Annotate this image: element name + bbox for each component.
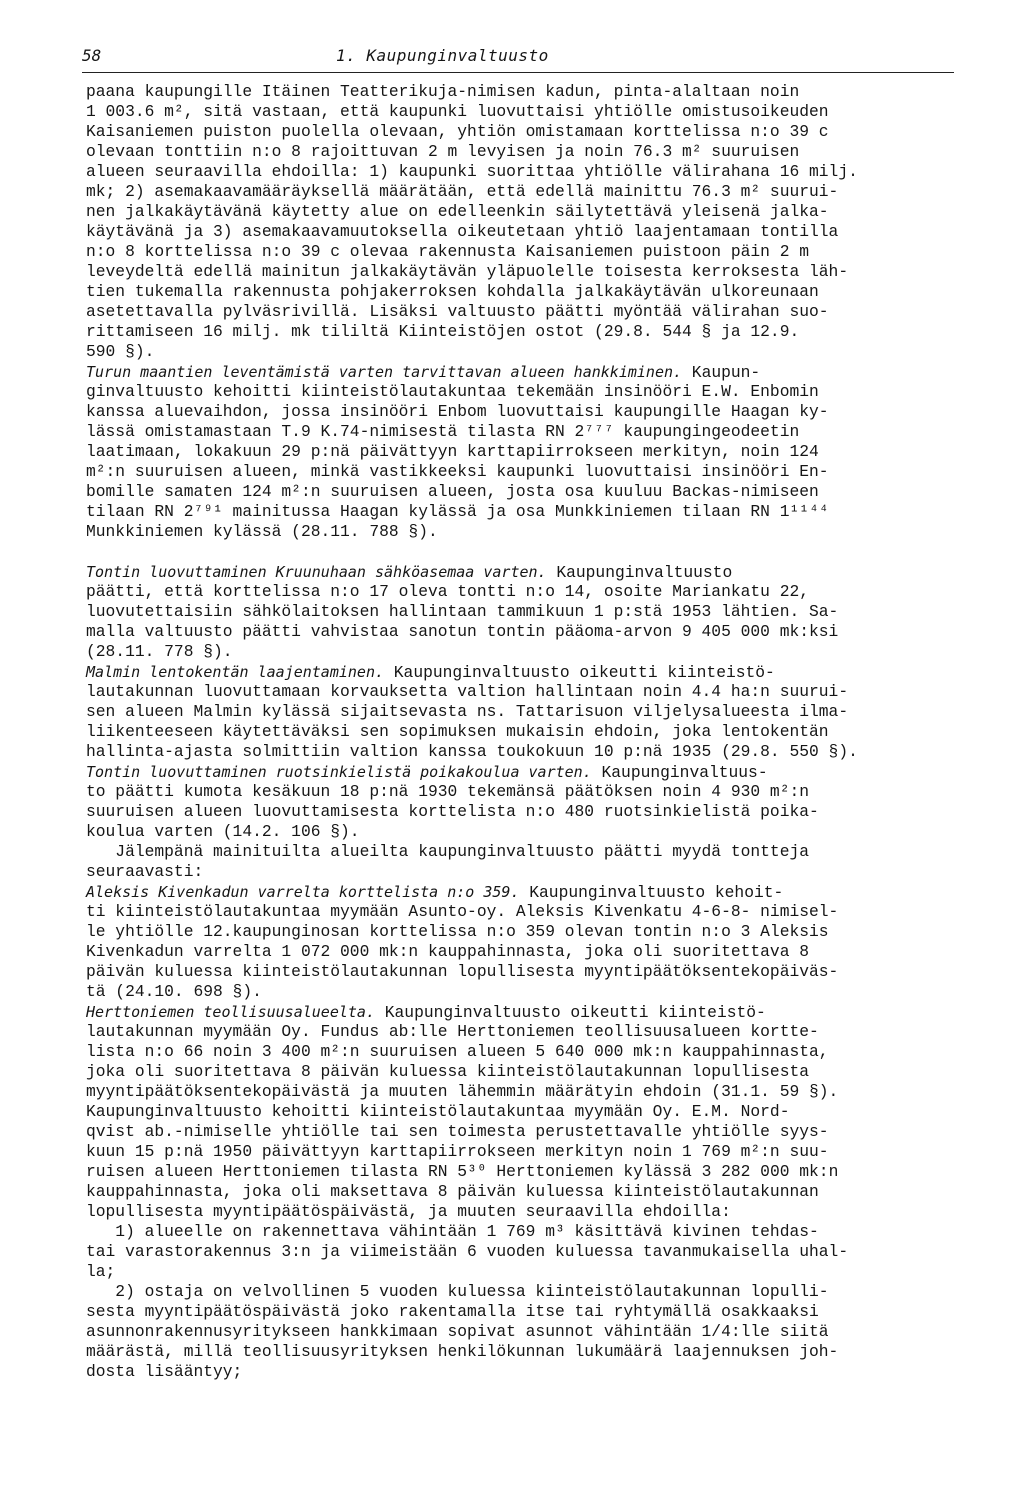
section-heading-line [86,362,966,382]
line-text: päätti, että korttelissa n:o 17 oleva tontti n:o 14, osoite Mariankatu 22, [86,582,810,601]
line-text: Kaupunginvaltuusto oikeutti kiinteistö- [374,1003,766,1022]
text-line [86,782,966,802]
text-line [86,1142,966,1162]
page-number: 58 [82,46,102,65]
text-line [86,962,966,982]
line-text: ti kiinteistölautakuntaa myymään Asunto-oy. Aleksis Kivenkatu 4-6-8- nimisel- [86,902,839,921]
line-text: laatimaan, lokakuun 29 p:nä päivättyyn karttapiirrokseen merkityn, noin 124 [86,442,819,461]
line-text: lässä omistamastaan T.9 K.74-nimisestä tilasta RN 2⁷⁷⁷ kaupungingeodeetin [86,422,800,441]
text-line [86,1202,966,1222]
text-line [86,1082,966,1102]
text-line [86,982,966,1002]
text-line [86,1122,966,1142]
line-text: lopullisesta myyntipäätöspäivästä, ja muuten seuraavilla ehdoilla: [86,1202,731,1221]
line-text: kauppahinnasta, joka oli maksettava 8 päivän kuluessa kiinteistölautakunnan [86,1182,819,1201]
line-text: Kaupun- [682,363,761,382]
line-text: sen alueen Malmin kylässä sijaitsevasta ns. Tattarisuon viljelysalueesta ilma- [86,702,849,721]
line-text: kuun 15 p:nä 1950 päivättyyn karttapiirrokseen merkityn noin 1 769 m²:n suu- [86,1142,829,1161]
line-text: Jälempänä mainituilta alueilta kaupunginvaltuusto päätti myydä tontteja [86,842,810,861]
text-line [86,482,966,502]
line-text: 2) ostaja on velvollinen 5 vuoden kuluessa kiinteistölautakunnan lopulli- [86,1282,829,1301]
text-line [86,1042,966,1062]
line-text: tilaan RN 2⁷⁹¹ mainitussa Haagan kylässä ja osa Munkkiniemen tilaan RN 1¹¹⁴⁴ [86,502,829,521]
line-text: liikenteeseen käytettäväksi sen sopimuksen mukaisin ehdoin, joka lentokentän [86,722,829,741]
line-text: ruisen alueen Herttoniemen tilasta RN 5³⁰ Herttoniemen kylässä 3 282 000 mk:n [86,1162,839,1181]
text-line [86,1222,966,1242]
body-text [86,82,966,1382]
line-text: tien tukemalla rakennusta pohjakerroksen kohdalla jalkakäytävän ulkoreunaan [86,282,819,301]
text-line [86,322,966,342]
text-line [86,862,966,882]
section-heading: Herttoniemen teollisuusalueelta. [86,1003,375,1021]
text-line [86,922,966,942]
text-line [86,402,966,422]
section-heading-line [86,882,966,902]
text-line [86,222,966,242]
text-line [86,842,966,862]
section-heading: Tontin luovuttaminen ruotsinkielistä poikakoulua varten. [86,763,592,781]
line-text: lista n:o 66 noin 3 400 m²:n suuruisen alueen 5 640 000 mk:n kauppahinnasta, [86,1042,829,1061]
text-line [86,1302,966,1322]
text-line [86,1102,966,1122]
line-text: myyntipäätöksentekopäivästä ja muuten lähemmin määrätyin ehdoin (31.1. 59 §). [86,1082,839,1101]
line-text: nen jalkakäytävänä käytetty alue on edelleenkin säilytettävä yleisenä jalka- [86,202,829,221]
chapter-title: 1. Kaupunginvaltuusto [336,46,549,65]
text-line [86,622,966,642]
text-line [86,382,966,402]
line-text: ginvaltuusto kehoitti kiinteistölautakuntaa tekemään insinööri E.W. Enbomin [86,382,819,401]
line-text: Kaupunginvaltuusto oikeutti kiinteistö- [384,663,775,682]
text-line [86,522,966,542]
section-heading-line [86,562,966,582]
line-text: le yhtiölle 12.kaupunginosan korttelissa n:o 359 olevan tontin n:o 3 Aleksis [86,922,829,941]
text-line [86,702,966,722]
section-heading: Malmin lentokentän laajentaminen. [86,663,385,681]
text-line [86,502,966,522]
text-line [86,162,966,182]
text-line [86,202,966,222]
text-line [86,642,966,662]
line-text: (28.11. 778 §). [86,642,233,661]
line-text: m²:n suuruisen alueen, minkä vastikkeeksi kaupunki luovuttaisi insinööri En- [86,462,829,481]
line-text: alueen seuraavilla ehdoilla: 1) kaupunki suorittaa yhtiölle välirahana 16 milj. [86,162,858,181]
line-text: olevaan tonttiin n:o 8 rajoittuvan 2 m levyisen ja noin 76.3 m² suuruisen [86,142,800,161]
section-heading-line [86,662,966,682]
line-text: asunnonrakennusyritykseen hankkimaan sopivat asunnot vähintään 1/4:lle siitä [86,1322,829,1341]
text-line [86,1062,966,1082]
line-text: tä (24.10. 698 §). [86,982,262,1001]
line-text: 590 §). [86,342,155,361]
line-text: luovutettaisiin sähkölaitoksen hallintaan tammikuun 1 p:stä 1953 lähtien. Sa- [86,602,839,621]
line-text: qvist ab.-nimiselle yhtiölle tai sen toimesta perustettavalle yhtiölle syys- [86,1122,829,1141]
line-text: Kaisaniemen puiston puolella olevaan, yhtiön omistamaan korttelissa n:o 39 c [86,122,829,141]
text-line [86,462,966,482]
line-text: Kivenkadun varrelta 1 072 000 mk:n kauppahinnasta, joka oli suoritettava 8 [86,942,810,961]
text-line [86,1342,966,1362]
line-text: koulua varten (14.2. 106 §). [86,822,360,841]
text-line [86,342,966,362]
line-text: sesta myyntipäätöspäivästä joko rakentamalla itse tai ryhtymällä osakkaaksi [86,1302,819,1321]
text-line [86,242,966,262]
text-line [86,682,966,702]
line-text: Kaupunginvaltuusto kehoit- [519,883,784,902]
line-text: hallinta-ajasta solmittiin valtion kanssa toukokuun 10 p:nä 1935 (29.8. 550 §). [86,742,858,761]
text-line [86,1362,966,1382]
text-line [86,742,966,762]
line-text: bomille samaten 124 m²:n suuruisen alueen, josta osa kuuluu Backas-nimiseen [86,482,819,501]
line-text: Munkkiniemen kylässä (28.11. 788 §). [86,522,438,541]
text-line [86,1182,966,1202]
line-text: määrästä, millä teollisuusyrityksen henkilökunnan lukumäärä laajennuksen joh- [86,1342,839,1361]
text-line [86,722,966,742]
text-line [86,1242,966,1262]
line-text: seuraavasti: [86,862,204,881]
text-line [86,282,966,302]
line-text: Kaupunginvaltuusto kehoitti kiinteistölautakuntaa myymään Oy. E.M. Nord- [86,1102,790,1121]
text-line [86,1022,966,1042]
line-text: 1 003.6 m², sitä vastaan, että kaupunki luovuttaisi yhtiölle omistusoikeuden [86,102,829,121]
line-text: mk; 2) asemakaavamääräyksellä määrätään, että edellä mainittu 76.3 m² suurui- [86,182,839,201]
text-line [86,802,966,822]
text-line [86,102,966,122]
text-line [86,1322,966,1342]
section-heading-line [86,1002,966,1022]
text-line [86,82,966,102]
line-text: malla valtuusto päätti vahvistaa sanotun tontin pääoma-arvon 9 405 000 mk:ksi [86,622,839,641]
text-line [86,582,966,602]
line-text: joka oli suoritettava 8 päivän kuluessa kiinteistölautakunnan lopullisesta [86,1062,810,1081]
text-line [86,902,966,922]
text-line [86,542,966,562]
line-text: Kaupunginvaltuus- [591,763,768,782]
section-heading: Turun maantien leventämistä varten tarvittavan alueen hankkiminen. [86,363,683,381]
text-line [86,1282,966,1302]
text-line [86,942,966,962]
line-text: kanssa aluevaihdon, jossa insinööri Enbom luovuttaisi kaupungille Haagan ky- [86,402,829,421]
line-text: paana kaupungille Itäinen Teatterikuja-nimisen kadun, pinta-alaltaan noin [86,82,800,101]
line-text: asetettavalla pylväsrivillä. Lisäksi valtuusto päätti myöntää välirahan suo- [86,302,829,321]
text-line [86,302,966,322]
line-text: lautakunnan myymään Oy. Fundus ab:lle Herttoniemen teollisuusalueen kortte- [86,1022,819,1041]
line-text: käytävänä ja 3) asemakaavamuutoksella oikeutetaan yhtiö laajentamaan tontilla [86,222,839,241]
line-text: päivän kuluessa kiinteistölautakunnan lopullisesta myyntipäätöksentekopäiväs- [86,962,839,981]
text-line [86,602,966,622]
page-header [82,46,954,73]
section-heading: Aleksis Kivenkadun varrelta korttelista n:o 359. [86,883,520,901]
line-text: Kaupunginvaltuusto [546,563,733,582]
text-line [86,422,966,442]
line-text: leveydeltä edellä mainitun jalkakäytävän yläpuolelle toisesta kerroksesta läh- [86,262,849,281]
line-text: tai varastorakennus 3:n ja viimeistään 6 vuoden kuluessa tavanmukaisella uhal- [86,1242,849,1261]
line-text: lautakunnan luovuttamaan korvauksetta valtion hallintaan noin 4.4 ha:n suurui- [86,682,849,701]
line-text: dosta lisääntyy; [86,1362,243,1381]
text-line [86,442,966,462]
text-line [86,1162,966,1182]
text-line [86,182,966,202]
line-text: to päätti kumota kesäkuun 18 p:nä 1930 tekemänsä päätöksen noin 4 930 m²:n [86,782,810,801]
line-text: rittamiseen 16 milj. mk tililtä Kiinteistöjen ostot (29.8. 544 § ja 12.9. [86,322,800,341]
section-heading: Tontin luovuttaminen Kruunuhaan sähköasemaa varten. [86,563,547,581]
line-text: n:o 8 korttelissa n:o 39 c olevaa rakennusta Kaisaniemen puistoon päin 2 m [86,242,810,261]
text-line [86,1262,966,1282]
line-text: suuruisen alueen luovuttamisesta korttelista n:o 480 ruotsinkielistä poika- [86,802,819,821]
line-text: 1) alueelle on rakennettava vähintään 1 769 m³ käsittävä kivinen tehdas- [86,1222,819,1241]
section-heading-line [86,762,966,782]
line-text: la; [86,1262,116,1281]
text-line [86,262,966,282]
text-line [86,122,966,142]
text-line [86,142,966,162]
text-line [86,822,966,842]
